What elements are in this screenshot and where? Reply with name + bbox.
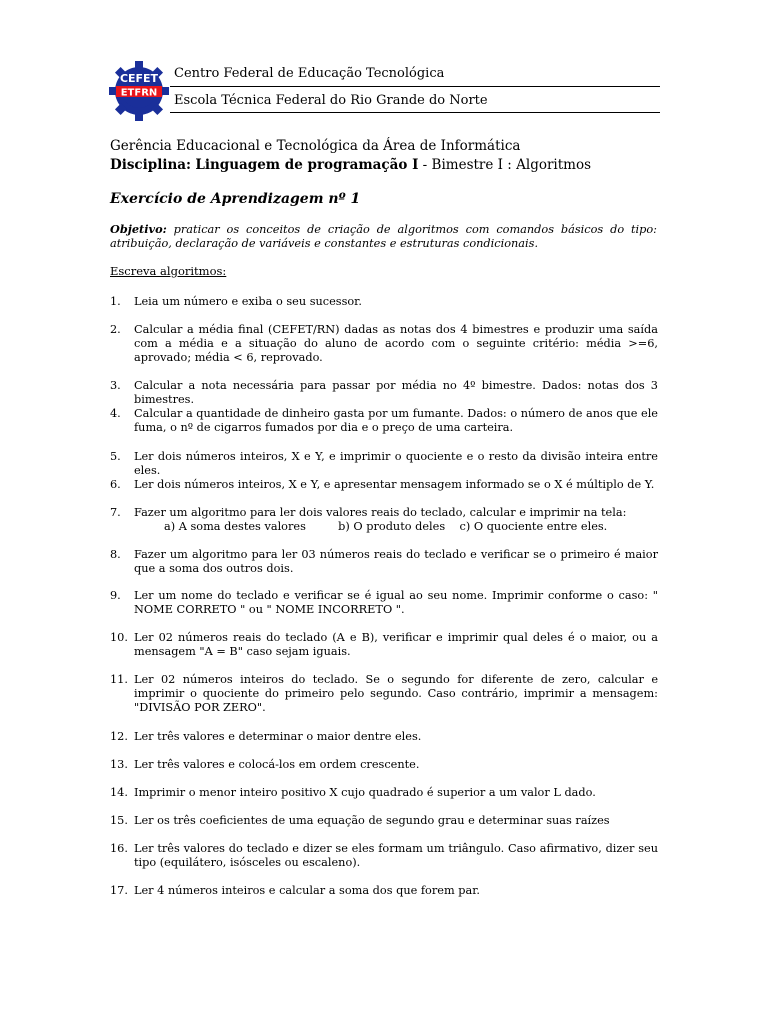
item-number: 16.	[110, 842, 128, 855]
item-number: 8.	[110, 548, 121, 561]
item-text: Calcular a nota necessária para passar por média no 4º bimestre. Dados: notas dos 3 bimestres.	[134, 379, 658, 406]
item-text: Calcular a quantidade de dinheiro gasta por um fumante. Dados: o número de anos que ele fuma, o nº de cigarros fumados por dia e o preço de uma carteira.	[134, 407, 658, 434]
list-item	[110, 379, 658, 407]
item-number: 13.	[110, 758, 128, 771]
item-number: 6.	[110, 478, 121, 491]
item-number: 2.	[110, 323, 121, 336]
item-text: Ler 4 números inteiros e calcular a soma dos que forem par.	[134, 884, 480, 897]
item-text: Leia um número e exiba o seu sucessor.	[134, 295, 362, 308]
objective-paragraph	[110, 222, 657, 251]
item-text: Ler três valores do teclado e dizer se eles formam um triângulo. Caso afirmativo, dizer seu tipo (equilátero, isósceles ou escaleno).	[134, 842, 658, 869]
list-item	[110, 631, 658, 659]
instruction-heading: Escreva algoritmos:	[110, 264, 227, 278]
item-number: 12.	[110, 730, 128, 743]
discipline-line	[110, 157, 591, 173]
logo-text-top: CEFET	[119, 72, 159, 85]
list-item	[110, 786, 658, 800]
list-item	[110, 589, 658, 617]
item-text: Ler 02 números inteiros do teclado. Se o segundo for diferente de zero, calcular e imprimir o quociente do primeiro pelo segundo. Caso contrário, imprimir a mensagem: "DIVISÃO POR ZERO".	[134, 673, 658, 714]
header-divider-2	[170, 112, 660, 113]
list-item	[110, 407, 658, 435]
exercise-title: Exercício de Aprendizagem nº 1	[110, 191, 361, 207]
list-item	[110, 884, 658, 898]
school-name: Escola Técnica Federal do Rio Grande do Norte	[174, 93, 488, 108]
item-number: 9.	[110, 589, 121, 602]
list-item	[110, 478, 658, 492]
item-number: 7.	[110, 506, 121, 519]
list-item	[110, 814, 658, 828]
item-text: Ler dois números inteiros, X e Y, e imprimir o quociente e o resto da divisão inteira entre eles.	[134, 450, 658, 477]
list-item	[110, 323, 658, 365]
item-text: Ler dois números inteiros, X e Y, e apresentar mensagem informado se o X é múltiplo de Y.	[134, 478, 655, 491]
discipline-rest: Bimestre I : Algoritmos	[431, 157, 592, 173]
list-item	[110, 295, 658, 309]
institution-name: Centro Federal de Educação Tecnológica	[174, 66, 445, 81]
item-number: 1.	[110, 295, 121, 308]
item-text: Ler 02 números reais do teclado (A e B), verificar e imprimir qual deles é o maior, ou a mensagem "A = B" caso sejam iguais.	[134, 631, 658, 658]
list-item	[110, 548, 658, 576]
discipline-label: Disciplina:	[110, 157, 192, 173]
item-number: 11.	[110, 673, 128, 686]
objective-label: Objetivo:	[110, 222, 167, 236]
item-subtext: a) A soma destes valores b) O produto deles c) O quociente entre eles.	[164, 520, 608, 533]
item-text: Ler os três coeficientes de uma equação de segundo grau e determinar suas raízes	[134, 814, 610, 827]
item-text: Calcular a média final (CEFET/RN) dadas as notas dos 4 bimestres e produzir uma saída com a média e a situação do aluno de acordo com o seguinte critério: média >=6, aprovado; média < 6, reprovado.	[134, 323, 658, 364]
list-item	[110, 758, 658, 772]
item-text: Ler três valores e determinar o maior dentre eles.	[134, 730, 422, 743]
objective-text: praticar os conceitos de criação de algoritmos com comandos básicos do tipo: atribuição, declaração de variáveis e constantes e estruturas condicionais.	[110, 223, 657, 250]
item-number: 10.	[110, 631, 128, 644]
list-item	[110, 450, 658, 478]
discipline-separator: -	[418, 157, 432, 173]
item-number: 3.	[110, 379, 121, 392]
list-item	[110, 842, 658, 870]
item-text: Ler um nome do teclado e verificar se é igual ao seu nome. Imprimir conforme o caso: " NOME CORRETO " ou " NOME INCORRETO ".	[134, 589, 658, 616]
item-number: 17.	[110, 884, 128, 897]
list-item	[110, 730, 658, 744]
discipline-name: Linguagem de programação I	[195, 157, 419, 173]
item-number: 14.	[110, 786, 128, 799]
header-divider-1	[170, 86, 660, 87]
cefet-etfrn-logo	[108, 60, 170, 122]
item-number: 5.	[110, 450, 121, 463]
list-item	[110, 673, 658, 715]
item-text: Imprimir o menor inteiro positivo X cujo quadrado é superior a um valor L dado.	[134, 786, 596, 799]
item-text: Ler três valores e colocá-los em ordem crescente.	[134, 758, 420, 771]
item-text: Fazer um algoritmo para ler 03 números reais do teclado e verificar se o primeiro é maior que a soma dos outros dois.	[134, 548, 658, 575]
item-number: 4.	[110, 407, 121, 420]
logo-text-bottom: ETFRN	[120, 87, 158, 99]
item-text: Fazer um algoritmo para ler dois valores reais do teclado, calcular e imprimir na tela:	[134, 506, 627, 519]
department-title: Gerência Educacional e Tecnológica da Área de Informática	[110, 138, 521, 154]
item-number: 15.	[110, 814, 128, 827]
list-item	[110, 506, 658, 534]
